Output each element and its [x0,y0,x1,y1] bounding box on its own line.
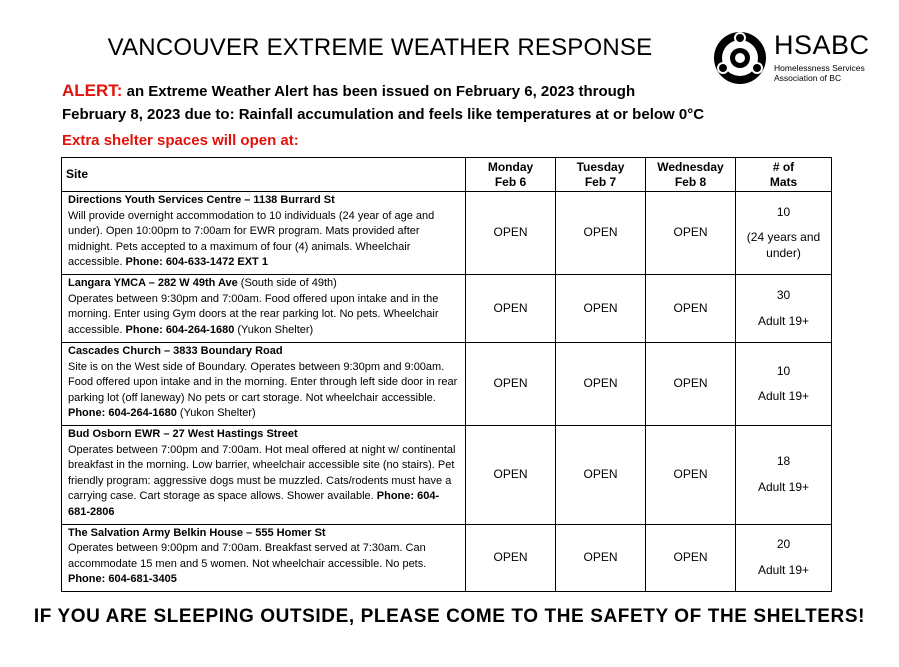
site-description: Operates between 9:30pm and 7:00am. Food offered upon intake and in the morning. Enter using Gym doors at the rear parking lot. No pets. Wheelchair accessible. [68,292,439,336]
header-wednesday-day: Wednesday [657,159,724,174]
mats-cell [736,425,832,524]
header-monday [466,158,556,192]
header-wednesday [646,158,736,192]
alert-line1: an Extreme Weather Alert has been issued on February 6, 2023 through [122,83,636,100]
header-mats-line1: # of [772,159,795,174]
site-description: Operates between 9:00pm and 7:00am. Breakfast served at 7:30am. Can accommodate 15 men and 5 women. Not wheelchair accessible. No pets. [68,542,427,570]
wednesday-status: OPEN [646,524,736,591]
mats-cell [736,342,832,425]
wednesday-status: OPEN [646,342,736,425]
logo-subtitle-line2: Association of BC [774,73,842,83]
wednesday-status: OPEN [646,425,736,524]
monday-status: OPEN [466,524,556,591]
extra-shelter-heading: Extra shelter spaces will open at: [62,132,299,149]
mats-note: Adult 19+ [757,389,810,404]
shelter-table [61,157,832,592]
mats-cell [736,192,832,275]
table-row [62,342,832,425]
monday-status: OPEN [466,425,556,524]
header-tuesday-date: Feb 7 [584,174,617,189]
mats-count: 10 [776,204,791,219]
alert-label: ALERT: [62,81,123,100]
wednesday-status: OPEN [646,274,736,342]
mats-cell [736,524,832,591]
mats-count: 18 [776,454,791,469]
site-cell [62,425,466,524]
hsabc-logo [712,30,872,86]
site-name: Bud Osborn EWR – 27 West Hastings Street [68,427,298,440]
header-monday-date: Feb 6 [494,174,527,189]
mats-note: (24 years and under) [746,230,821,261]
tuesday-status: OPEN [556,192,646,275]
mats-note: Adult 19+ [757,313,810,328]
table-header-row [62,158,832,192]
site-name: Directions Youth Services Centre – 1138 Burrard St [68,194,335,206]
tuesday-status: OPEN [556,425,646,524]
site-description: Site is on the West side of Boundary. Operates between 9:30pm and 9:00am. Food offered upon intake and in the morning. Enter through left side door in rear parking lot (off laneway) No pets or cart storage. Not wheelchair accessible. [68,360,458,404]
site-phone-suffix: (Yukon Shelter) [176,407,256,420]
wednesday-status: OPEN [646,192,736,275]
table-row [62,274,832,342]
site-description: Operates between 7:00pm and 7:00am. Hot meal offered at night w/ continental breakfast in the morning. Low barrier, wheelchair accessible site (no stairs). Pet friendly program: aggressive dogs must be muzzled. Cats/rodents must have a carrying case. Cart storage as space allows. Shower available. [68,443,456,503]
table-row [62,192,832,275]
tuesday-status: OPEN [556,274,646,342]
site-phone: Phone: 604-681-2806 [68,490,440,518]
footer-message: IF YOU ARE SLEEPING OUTSIDE, PLEASE COME TO THE SAFETY OF THE SHELTERS! [33,606,866,627]
tuesday-status: OPEN [556,524,646,591]
mats-note: Adult 19+ [757,562,810,577]
site-cell [62,274,466,342]
mats-count: 30 [776,288,791,303]
mats-note: Adult 19+ [757,480,810,495]
header-monday-day: Monday [487,159,534,174]
page-title: VANCOUVER EXTREME WEATHER RESPONSE [107,34,653,61]
table-row [62,425,832,524]
site-cell [62,342,466,425]
header-wednesday-date: Feb 8 [674,174,707,189]
logo-subtitle-line1: Homelessness Services [774,63,865,73]
alert-line2: February 8, 2023 due to: Rainfall accumulation and feels like temperatures at or below 0°C [62,106,705,123]
header-tuesday-day: Tuesday [576,159,625,174]
mats-count: 10 [776,363,791,378]
hsabc-logo-icon [712,30,768,86]
monday-status: OPEN [466,342,556,425]
site-description: Will provide overnight accommodation to 10 individuals (24 year of age and under). Open 10:00pm to 7:00am for EWR program. Mats provided after midnight. Pets accepted to a maximum of four (4) animals. Wheelchair accessible. [68,209,435,269]
site-cell [62,192,466,275]
tuesday-status: OPEN [556,342,646,425]
site-name: Langara YMCA – 282 W 49th Ave [68,276,238,289]
site-phone-suffix: (Yukon Shelter) [234,323,314,336]
mats-cell [736,274,832,342]
header-mats-line2: Mats [769,174,798,189]
site-phone: Phone: 604-633-1472 EXT 1 [125,256,268,269]
header-site: Site [62,158,466,192]
site-phone: Phone: 604-681-3405 [68,573,177,586]
header-tuesday [556,158,646,192]
site-phone: Phone: 604-264-1680 [68,407,177,420]
site-name: Cascades Church – 3833 Boundary Road [68,344,283,357]
alert-message [62,79,842,126]
mats-count: 20 [776,537,791,552]
logo-wordmark: HSABC [774,30,870,60]
monday-status: OPEN [466,274,556,342]
site-name-suffix: (South side of 49th) [237,276,337,289]
monday-status: OPEN [466,192,556,275]
site-name: The Salvation Army Belkin House – 555 Homer St [68,526,326,539]
site-phone: Phone: 604-264-1680 [125,323,235,336]
site-cell [62,524,466,591]
table-row [62,524,832,591]
header-mats [736,158,832,192]
